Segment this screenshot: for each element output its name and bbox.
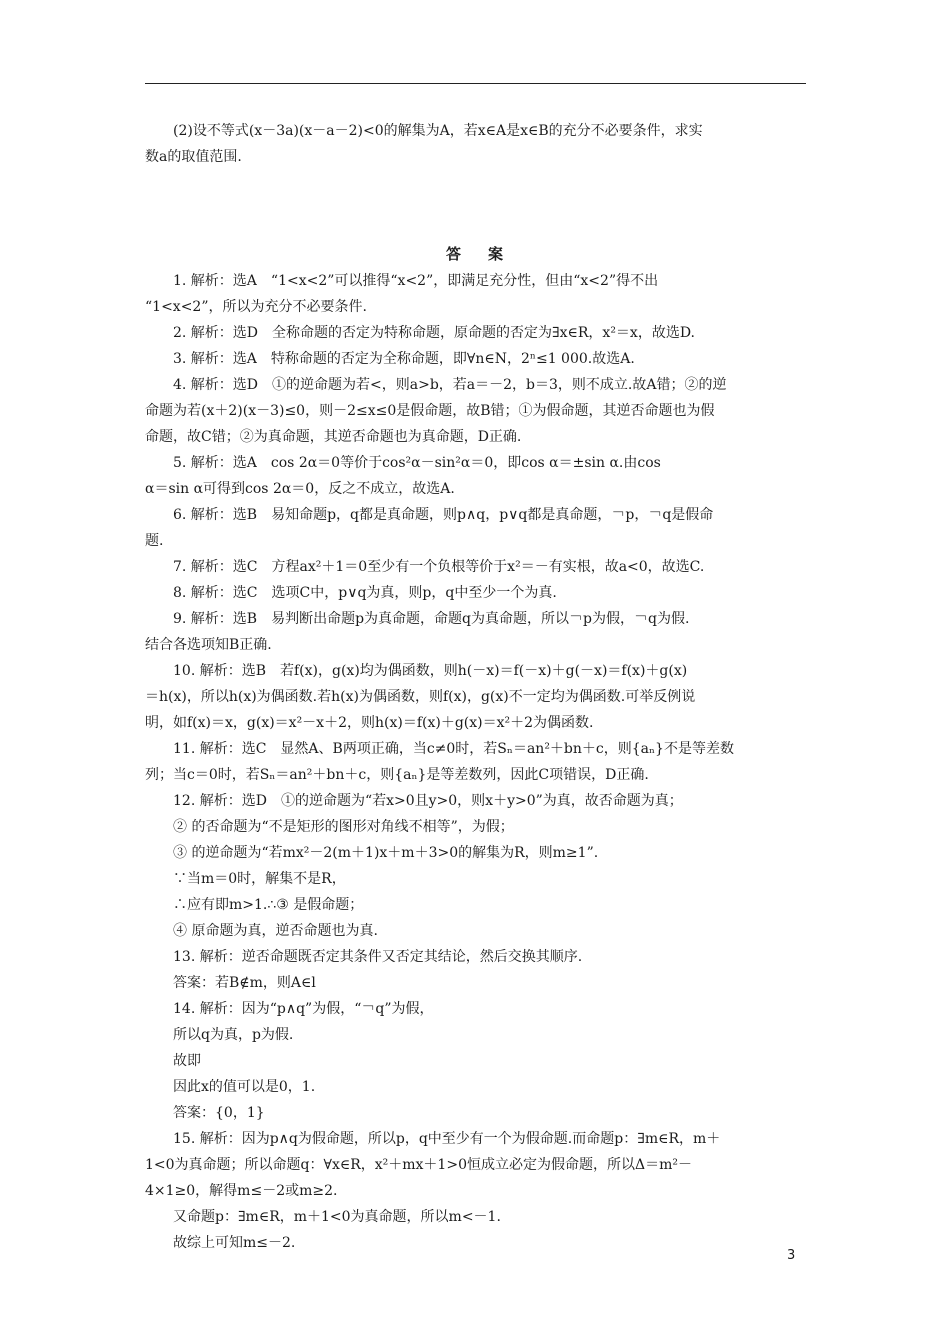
answer-line: α＝sin α可得到cos 2α＝0，反之不成立，故选A. bbox=[145, 481, 455, 497]
answer-item bbox=[145, 580, 810, 606]
answer-item bbox=[145, 658, 810, 736]
answer-line: ∵当m＝0时，解集不是R， bbox=[173, 871, 346, 887]
answer-line: 结合各选项知B正确. bbox=[145, 637, 272, 653]
answer-line: ＝h(x)，所以h(x)为偶函数.若h(x)为偶函数，则f(x)，g(x)不一定均为偶函数.可举反例说 bbox=[145, 689, 696, 705]
answers-list bbox=[145, 268, 810, 1256]
answer-item bbox=[145, 502, 810, 554]
answer-item bbox=[145, 320, 810, 346]
answer-line: 13. 解析：逆否命题既否定其条件又否定其结论，然后交换其顺序. bbox=[173, 949, 583, 965]
answer-line: 5. 解析：选A cos 2α＝0等价于cos²α－sin²α＝0，即cos α＝±sin α.由cos bbox=[173, 455, 661, 471]
answer-line: 命题为若(x＋2)(x－3)≤0，则－2≤x≤0是假命题，故B错；①为假命题，其逆否命题也为假 bbox=[145, 403, 715, 419]
answers-title: 答 案 bbox=[445, 245, 509, 263]
answer-item bbox=[145, 346, 810, 372]
answer-line: 答案：{0，1} bbox=[173, 1105, 265, 1121]
answer-line: 12. 解析：选D ①的逆命题为“若x>0且y>0，则x＋y>0”为真，故否命题为真； bbox=[173, 793, 683, 809]
answer-line: 11. 解析：选C 显然A、B两项正确，当c≠0时，若Sₙ＝an²＋bn＋c，则{aₙ}不是等差数 bbox=[173, 741, 734, 757]
answer-line: 1. 解析：选A “1<x<2”可以推得“x<2”，即满足充分性，但由“x<2”得不出 bbox=[173, 273, 659, 289]
answer-item bbox=[145, 788, 810, 944]
answer-line: 4×1≥0，解得m≤－2或m≥2. bbox=[145, 1183, 338, 1199]
page-number: 3 bbox=[787, 1248, 796, 1263]
answer-item bbox=[145, 1126, 810, 1256]
answer-line: 因此x的值可以是0，1. bbox=[173, 1079, 316, 1095]
answer-line: 4. 解析：选D ①的逆命题为若<，则a>b，若a＝－2，b＝3，则不成立.故A错；②的逆 bbox=[173, 377, 727, 393]
answer-line: 故即 bbox=[173, 1053, 201, 1069]
question-line: (2)设不等式(x－3a)(x－a－2)<0的解集为A，若x∈A是x∈B的充分不必要条件，求实 bbox=[173, 123, 703, 139]
answer-item bbox=[145, 372, 810, 450]
answer-line: 2. 解析：选D 全称命题的否定为特称命题，原命题的否定为∃x∈R，x²＝x，故选D. bbox=[173, 325, 696, 341]
answer-item bbox=[145, 736, 810, 788]
answer-line: 8. 解析：选C 选项C中，p∨q为真，则p，q中至少一个为真. bbox=[173, 585, 557, 601]
answer-line: 14. 解析：因为“p∧q”为假，“￢q”为假， bbox=[173, 1001, 434, 1017]
answer-item bbox=[145, 996, 810, 1126]
answer-line: 1<0为真命题；所以命题q：∀x∈R，x²＋mx＋1>0恒成立必定为假命题，所以Δ＝m²－ bbox=[145, 1157, 692, 1173]
answer-line: 10. 解析：选B 若f(x)，g(x)均为偶函数，则h(－x)＝f(－x)＋g(－x)＝f(x)＋g(x) bbox=[173, 663, 688, 679]
question-line: 数a的取值范围. bbox=[145, 149, 242, 165]
answer-item bbox=[145, 554, 810, 580]
header-rule bbox=[145, 83, 806, 84]
answer-line: ② 的否命题为“不是矩形的图形对角线不相等”，为假； bbox=[173, 819, 514, 835]
answer-line: 列；当c＝0时，若Sₙ＝an²＋bn＋c，则{aₙ}是等差数列，因此C项错误，D正确. bbox=[145, 767, 649, 783]
answer-line: 3. 解析：选A 特称命题的否定为全称命题，即∀n∈N，2ⁿ≤1 000.故选A. bbox=[173, 351, 635, 367]
answer-line: 题. bbox=[145, 533, 164, 549]
answer-line: 7. 解析：选C 方程ax²＋1＝0至少有一个负根等价于x²＝－有实根，故a<0，故选C. bbox=[173, 559, 705, 575]
answer-item bbox=[145, 268, 810, 320]
page-body bbox=[145, 118, 810, 1256]
answer-line: 答案：若B∉m，则A∈l bbox=[173, 975, 316, 991]
question-block bbox=[145, 118, 810, 170]
answer-line: ④ 原命题为真，逆否命题也为真. bbox=[173, 923, 378, 939]
answer-line: ③ 的逆命题为“若mx²－2(m＋1)x＋m＋3>0的解集为R，则m≥1”. bbox=[173, 845, 599, 861]
answer-line: 15. 解析：因为p∧q为假命题，所以p，q中至少有一个为假命题.而命题p：∃m∈R，m＋ bbox=[173, 1131, 721, 1147]
answer-line: 所以q为真，p为假. bbox=[173, 1027, 294, 1043]
answer-line: 6. 解析：选B 易知命题p，q都是真命题，则p∧q，p∨q都是真命题，￢p，￢q是假命 bbox=[173, 507, 714, 523]
answer-line: 明，如f(x)＝x，g(x)＝x²－x＋2，则h(x)＝f(x)＋g(x)＝x²＋2为偶函数. bbox=[145, 715, 594, 731]
answer-line: “1<x<2”，所以为充分不必要条件. bbox=[145, 299, 367, 315]
answer-item bbox=[145, 450, 810, 502]
answer-line: ∴应有即m>1.∴③ 是假命题； bbox=[173, 897, 364, 913]
answer-line: 故综上可知m≤－2. bbox=[173, 1235, 296, 1251]
answer-line: 又命题p：∃m∈R，m＋1<0为真命题，所以m<－1. bbox=[173, 1209, 501, 1225]
answer-line: 命题，故C错；②为真命题，其逆否命题也为真命题，D正确. bbox=[145, 429, 522, 445]
answer-line: 9. 解析：选B 易判断出命题p为真命题，命题q为真命题，所以￢p为假，￢q为假. bbox=[173, 611, 690, 627]
answer-item bbox=[145, 944, 810, 996]
answer-item bbox=[145, 606, 810, 658]
